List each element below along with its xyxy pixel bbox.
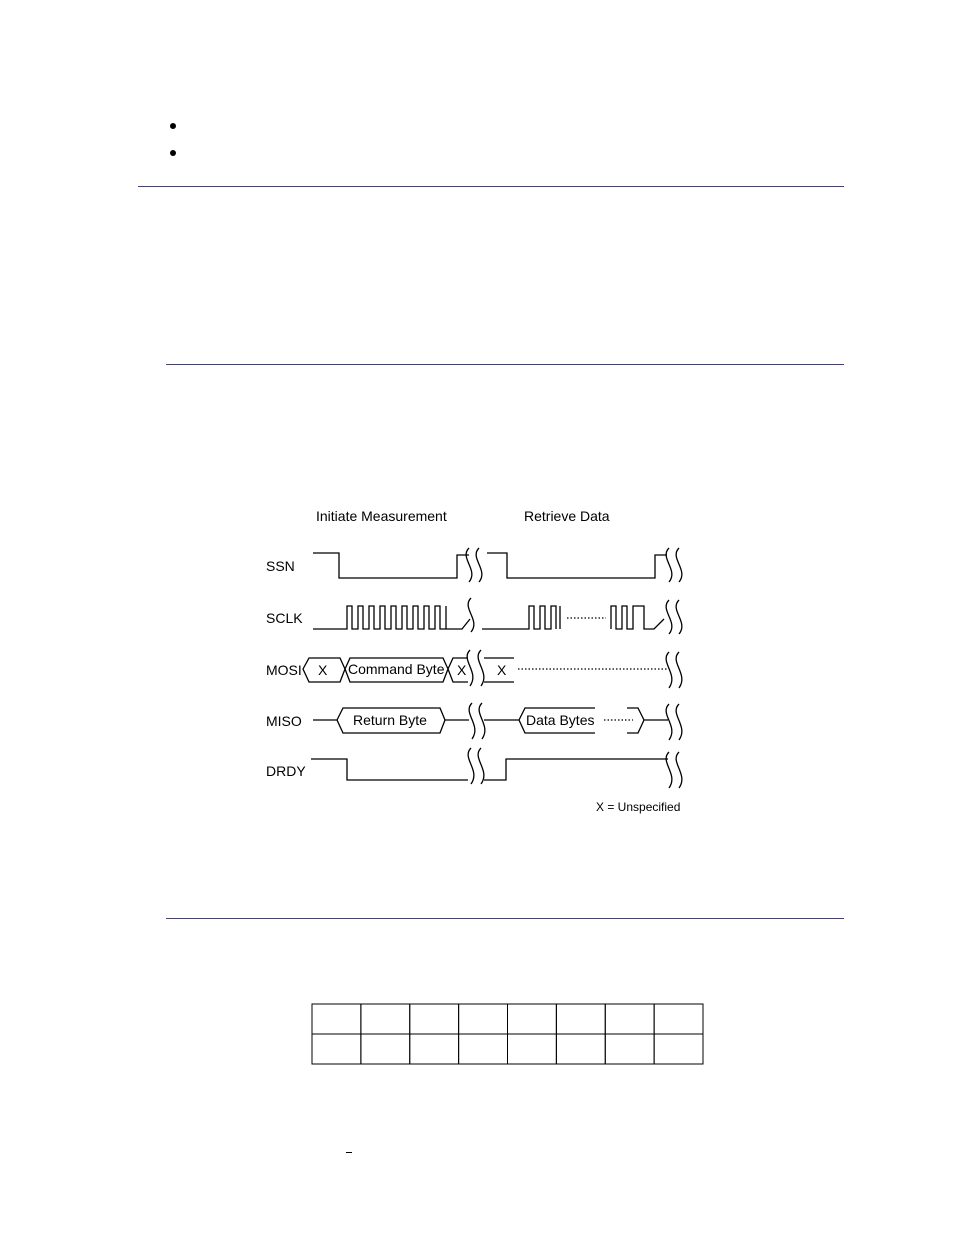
- sclk-waveform-retrieve: [482, 606, 560, 629]
- phase-label-initiate: Initiate Measurement: [316, 508, 447, 524]
- sclk-break-mark: [468, 598, 474, 632]
- mosi-label-x2: X: [457, 662, 467, 678]
- miso-label-return: Return Byte: [353, 712, 427, 728]
- miso-break-mark-end: [666, 704, 682, 740]
- signal-label-drdy: DRDY: [266, 763, 306, 779]
- drdy-waveform-retrieve: [484, 759, 668, 780]
- ssn-break-mark: [466, 548, 482, 582]
- miso-data-close: [627, 708, 668, 733]
- signal-label-miso: MISO: [266, 713, 302, 729]
- miso-label-data: Data Bytes: [526, 712, 595, 728]
- mosi-label-x1: X: [318, 662, 328, 678]
- ssn-break-mark-end: [666, 548, 682, 582]
- signal-label-sclk: SCLK: [266, 610, 303, 626]
- footnote-dash: [346, 1152, 352, 1153]
- sclk-waveform-end: [611, 606, 664, 629]
- phase-label-retrieve: Retrieve Data: [524, 508, 610, 524]
- mosi-break-mark: [467, 650, 484, 686]
- drdy-break-mark: [468, 748, 484, 784]
- signal-label-ssn: SSN: [266, 558, 295, 574]
- miso-break-mark: [469, 703, 485, 739]
- mosi-label-x3: X: [497, 662, 507, 678]
- mosi-break-mark-end: [666, 652, 682, 688]
- sclk-break-mark-end: [666, 600, 682, 634]
- drdy-break-mark-end: [666, 752, 682, 788]
- signal-label-mosi: MOSI: [266, 662, 302, 678]
- sclk-waveform: [313, 606, 470, 629]
- mosi-label-command: Command Byte: [348, 661, 445, 677]
- drdy-waveform: [311, 759, 468, 780]
- diagram-legend: X = Unspecified: [596, 800, 681, 814]
- ssn-waveform: [313, 553, 667, 578]
